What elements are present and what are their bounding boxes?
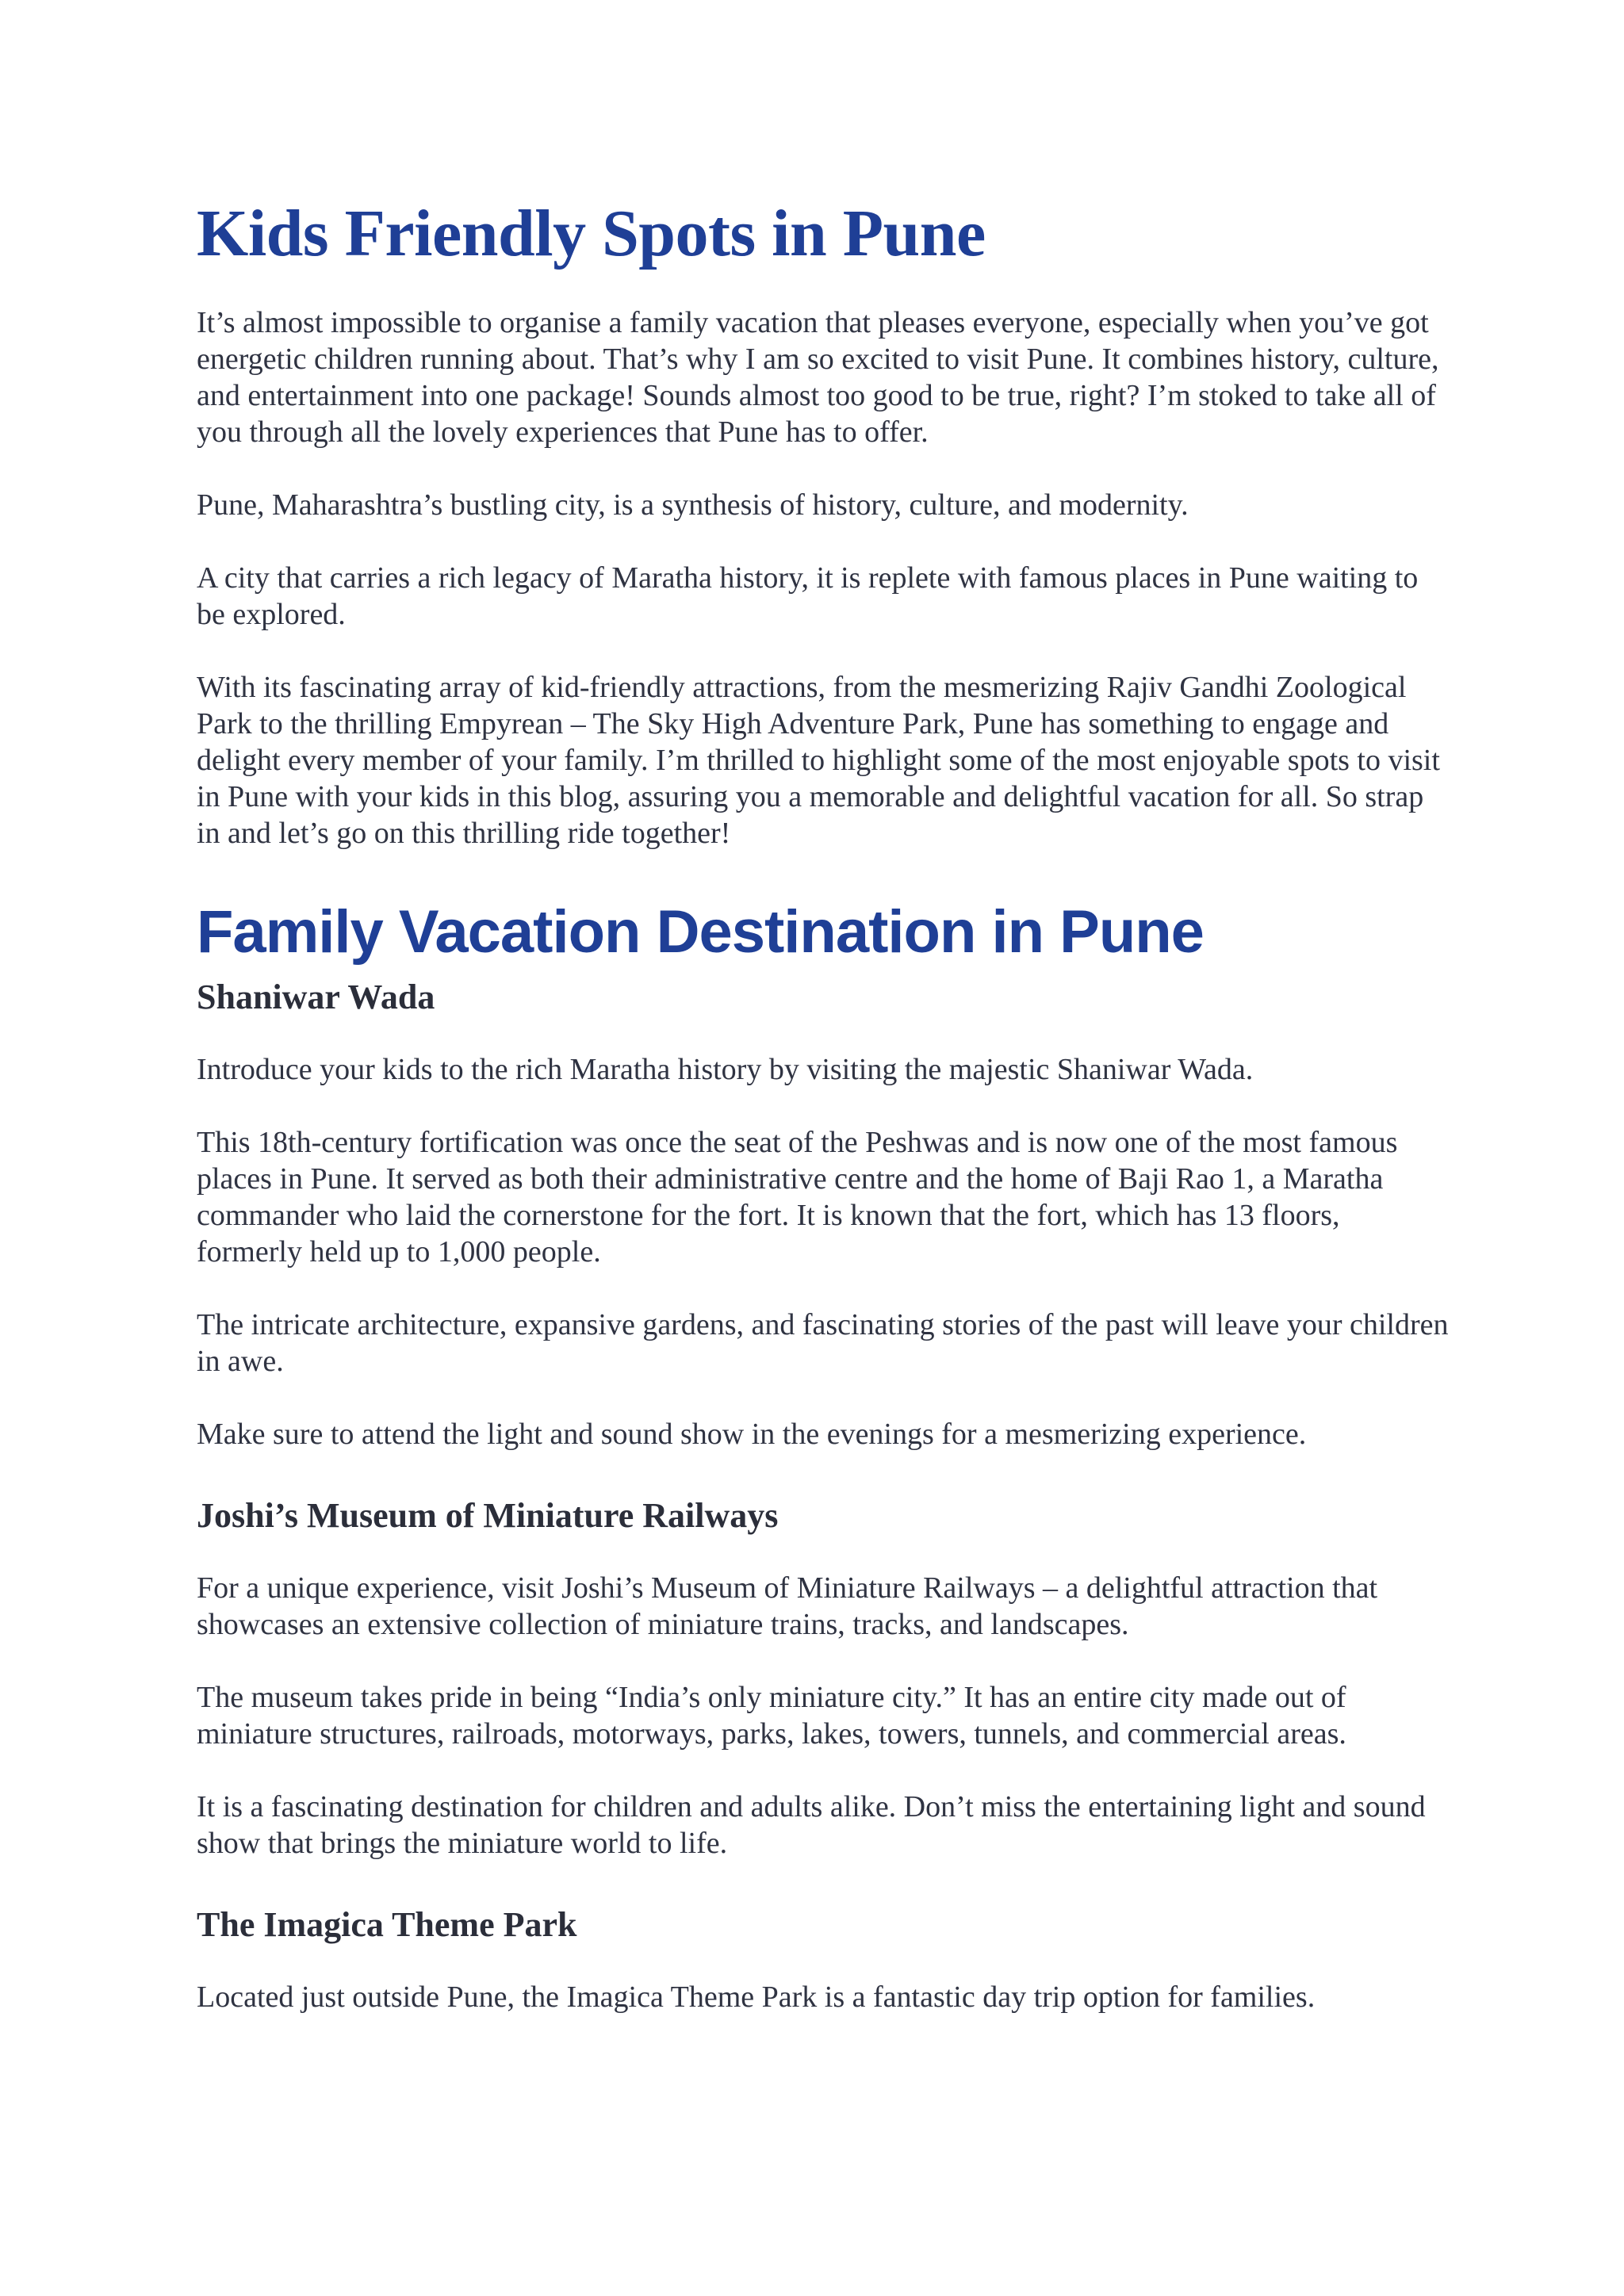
document-content bbox=[197, 190, 1450, 2015]
intro-paragraph: A city that carries a rich legacy of Maratha history, it is replete with famous places in Pune waiting to be explored. bbox=[197, 561, 1419, 631]
spot-paragraph: Make sure to attend the light and sound show in the evenings for a mesmerizing experience. bbox=[197, 1418, 1307, 1451]
spot-paragraph: For a unique experience, visit Joshi’s Museum of Miniature Railways – a delightful attraction that showcases an extensive collection of miniature trains, tracks, and landscapes. bbox=[197, 1571, 1378, 1641]
spot-heading-imagica: The Imagica Theme Park bbox=[197, 1905, 577, 1944]
intro-paragraph: With its fascinating array of kid-friendly attractions, from the mesmerizing Rajiv Gandhi Zoological Park to the thrilling Empyrean – The Sky High Adventure Park, Pune has something to engage and delight every member of your family. I’m thrilled to highlight some of the most enjoyable spots to visit in Pune with your kids in this blog, assuring you a memorable and delightful vacation for all. So strap in and let’s go on this thrilling ride together! bbox=[197, 671, 1440, 850]
page-title: Kids Friendly Spots in Pune bbox=[197, 197, 986, 270]
spot-paragraph: This 18th-century fortification was once the seat of the Peshwas and is now one of the most famous places in Pune. It served as both their administrative centre and the home of Baji Rao 1, a Maratha commander who laid the cornerstone for the fort. It is known that the fort, which has 13 floors, formerly held up to 1,000 people. bbox=[197, 1126, 1398, 1269]
spot-heading-shaniwar-wada: Shaniwar Wada bbox=[197, 978, 435, 1016]
spot-heading-joshis-museum: Joshi’s Museum of Miniature Railways bbox=[197, 1496, 779, 1535]
intro-paragraph: Pune, Maharashtra’s bustling city, is a synthesis of history, culture, and modernity. bbox=[197, 488, 1189, 522]
spot-paragraph: The museum takes pride in being “India’s only miniature city.” It has an entire city made out of miniature structures, railroads, motorways, parks, lakes, towers, tunnels, and commercial areas. bbox=[197, 1681, 1346, 1751]
spot-paragraph: Located just outside Pune, the Imagica Theme Park is a fantastic day trip option for families. bbox=[197, 1980, 1316, 2014]
spot-paragraph: Introduce your kids to the rich Maratha history by visiting the majestic Shaniwar Wada. bbox=[197, 1053, 1254, 1086]
spot-paragraph: The intricate architecture, expansive gardens, and fascinating stories of the past will leave your children in awe. bbox=[197, 1308, 1449, 1378]
spot-paragraph: It is a fascinating destination for children and adults alike. Don’t miss the entertaining light and sound show that brings the miniature world to life. bbox=[197, 1790, 1426, 1860]
intro-paragraph: It’s almost impossible to organise a family vacation that pleases everyone, especially when you’ve got energetic children running about. That’s why I am so excited to visit Pune. It combines history, culture, and entertainment into one package! Sounds almost too good to be true, right? I’m stoked to take all of you through all the lovely experiences that Pune has to offer. bbox=[197, 306, 1439, 449]
section-title: Family Vacation Destination in Pune bbox=[197, 898, 1204, 966]
